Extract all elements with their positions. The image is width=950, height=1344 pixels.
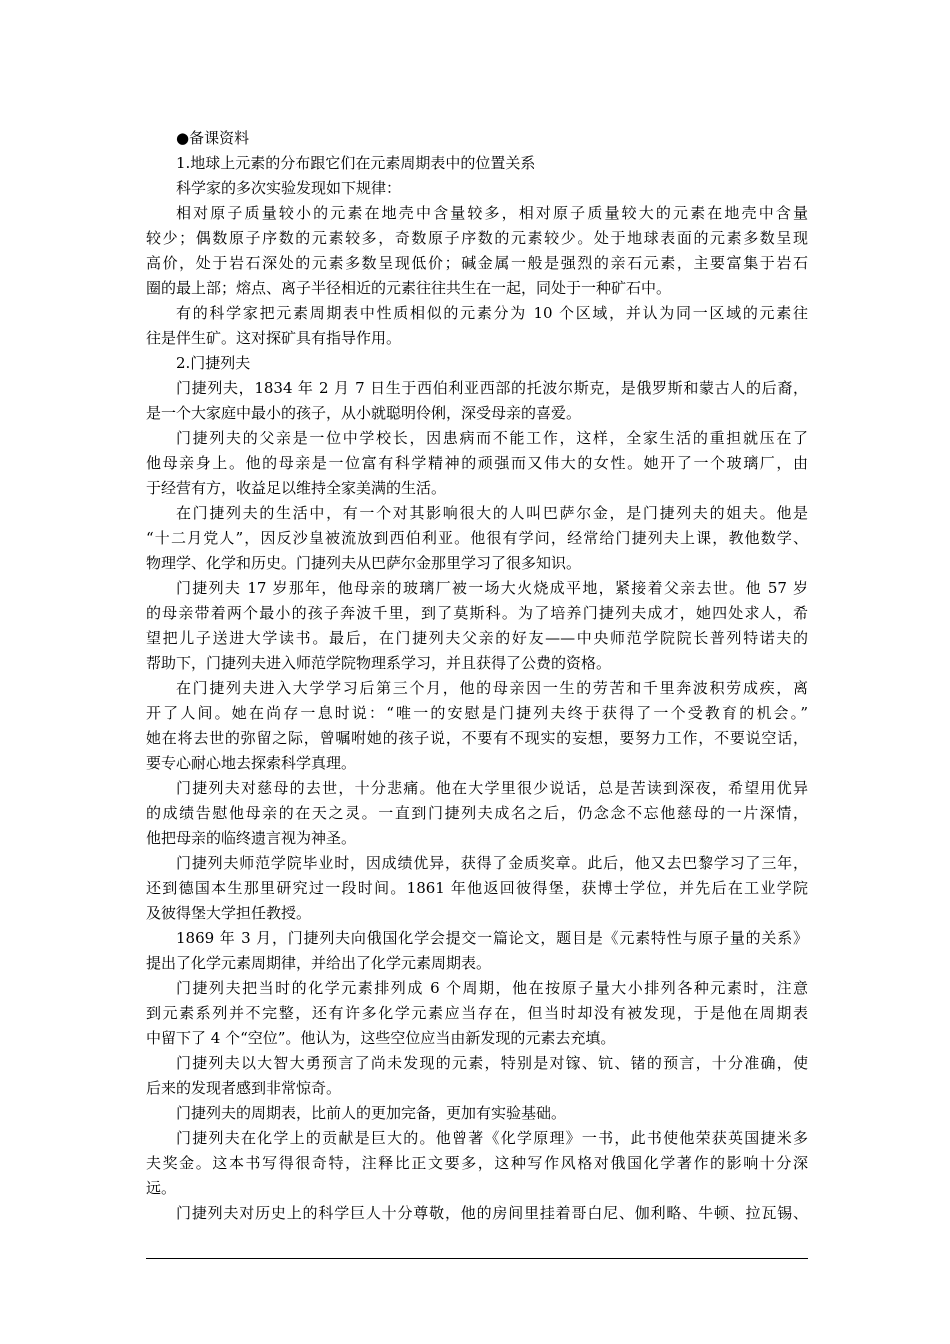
text-line: 他把母亲的临终遗言视为神圣。 [146,829,357,847]
text-line: 门捷列夫在化学上的贡献是巨大的。他曾著《化学原理》一书，此书使他荣获英国捷米多 [176,1129,808,1147]
text-line: 门捷列夫 17 岁那年，他母亲的玻璃厂被一场大火烧成平地，紧接着父亲去世。他 57 岁 [176,579,808,597]
text-line: 门捷列夫的父亲是一位中学校长，因患病而不能工作，这样，全家生活的重担就压在了 [176,429,808,447]
text-line: 较少；偶数原子序数的元素较多，奇数原子序数的元素较少。处于地球表面的元素多数呈现 [146,229,808,247]
text-line: 高价，处于岩石深处的元素多数呈现低价；碱金属一般是强烈的亲石元素，主要富集于岩石 [146,254,808,272]
text-line: 望把儿子送进大学读书。最后，在门捷列夫父亲的好友——中央师范学院院长普列特诺夫的 [146,629,808,647]
document-body [146,126,808,1226]
text-line: 1869 年 3 月，门捷列夫向俄国化学会提交一篇论文，题目是《元素特性与原子量的关系》 [176,929,808,947]
text-line: 他母亲身上。他的母亲是一位富有科学精神的顽强而又伟大的女性。她开了一个玻璃厂，由 [146,454,808,472]
text-line: 的母亲带着两个最小的孩子奔波千里，到了莫斯科。为了培养门捷列夫成才，她四处求人，希 [146,604,808,622]
text-line: 中留下了 4 个“空位”。他认为，这些空位应当由新发现的元素去充填。 [146,1029,616,1047]
text-line: 门捷列夫，1834 年 2 月 7 日生于西伯利亚西部的托波尔斯克，是俄罗斯和蒙古人的后裔， [176,379,808,397]
text-line: 门捷列夫师范学院毕业时，因成绩优异，获得了金质奖章。此后，他又去巴黎学习了三年， [176,854,808,872]
text-line: 于经营有方，收益足以维持全家美满的生活。 [146,479,447,497]
text-line: 还到德国本生那里研究过一段时间。1861 年他返回彼得堡，获博士学位，并先后在工业学院 [146,879,808,897]
text-line: 门捷列夫以大智大勇预言了尚未发现的元素，特别是对镓、钪、锗的预言，十分准确，使 [176,1054,808,1072]
text-line: 要专心耐心地去探索科学真理。 [146,754,357,772]
text-line: 及彼得堡大学担任教授。 [146,904,312,922]
text-line: 提出了化学元素周期律，并给出了化学元素周期表。 [146,954,492,972]
text-line: 开了人间。她在尚存一息时说：“唯一的安慰是门捷列夫终于获得了一个受教育的机会。” [146,704,808,722]
text-line: 是一个大家庭中最小的孩子，从小就聪明伶俐，深受母亲的喜爱。 [146,404,582,422]
text-line: 她在将去世的弥留之际，曾嘱咐她的孩子说，不要有不现实的妄想，要努力工作，不要说空话， [146,729,808,747]
text-line: “十二月党人”，因反沙皇被流放到西伯利亚。他很有学问，经常给门捷列夫上课，教他数学、 [146,529,808,547]
text-line: 远。 [146,1179,177,1197]
text-line: 后来的发现者感到非常惊奇。 [146,1079,342,1097]
text-line: 到元素系列并不完整，还有许多化学元素应当存在，但当时却没有被发现，于是他在周期表 [146,1004,808,1022]
text-line: 在门捷列夫的生活中，有一个对其影响很大的人叫巴萨尔金，是门捷列夫的姐夫。他是 [176,504,808,522]
text-line: 有的科学家把元素周期表中性质相似的元素分为 10 个区域，并认为同一区域的元素往 [176,304,808,322]
text-line: 1.地球上元素的分布跟它们在元素周期表中的位置关系 [176,154,536,172]
text-line: 的成绩告慰他母亲的在天之灵。一直到门捷列夫成名之后，仍念念不忘他慈母的一片深情， [146,804,808,822]
footer-divider [146,1258,808,1259]
text-line: 门捷列夫对历史上的科学巨人十分尊敬，他的房间里挂着哥白尼、伽利略、牛顿、拉瓦锡、 [176,1204,808,1222]
text-line: 科学家的多次实验发现如下规律： [176,179,402,197]
text-line: 往是伴生矿。这对探矿具有指导作用。 [146,329,402,347]
text-line: 物理学、化学和历史。门捷列夫从巴萨尔金那里学习了很多知识。 [146,554,582,572]
text-line: 圈的最上部；熔点、离子半径相近的元素往往共生在一起，同处于一种矿石中。 [146,279,672,297]
text-line: ●备课资料 [176,129,250,147]
text-line: 在门捷列夫进入大学学习后第三个月，他的母亲因一生的劳苦和千里奔波积劳成疾，离 [176,679,808,697]
text-line: 2.门捷列夫 [176,354,251,372]
text-line: 夫奖金。这本书写得很奇特，注释比正文要多，这种写作风格对俄国化学著作的影响十分深 [146,1154,808,1172]
text-line: 门捷列夫的周期表，比前人的更加完备，更加有实验基础。 [176,1104,567,1122]
text-line: 相对原子质量较小的元素在地壳中含量较多，相对原子质量较大的元素在地壳中含量 [176,204,808,222]
text-line: 帮助下，门捷列夫进入师范学院物理系学习，并且获得了公费的资格。 [146,654,612,672]
text-line: 门捷列夫把当时的化学元素排列成 6 个周期，他在按原子量大小排列各种元素时，注意 [176,979,808,997]
text-line: 门捷列夫对慈母的去世，十分悲痛。他在大学里很少说话，总是苦读到深夜，希望用优异 [176,779,808,797]
